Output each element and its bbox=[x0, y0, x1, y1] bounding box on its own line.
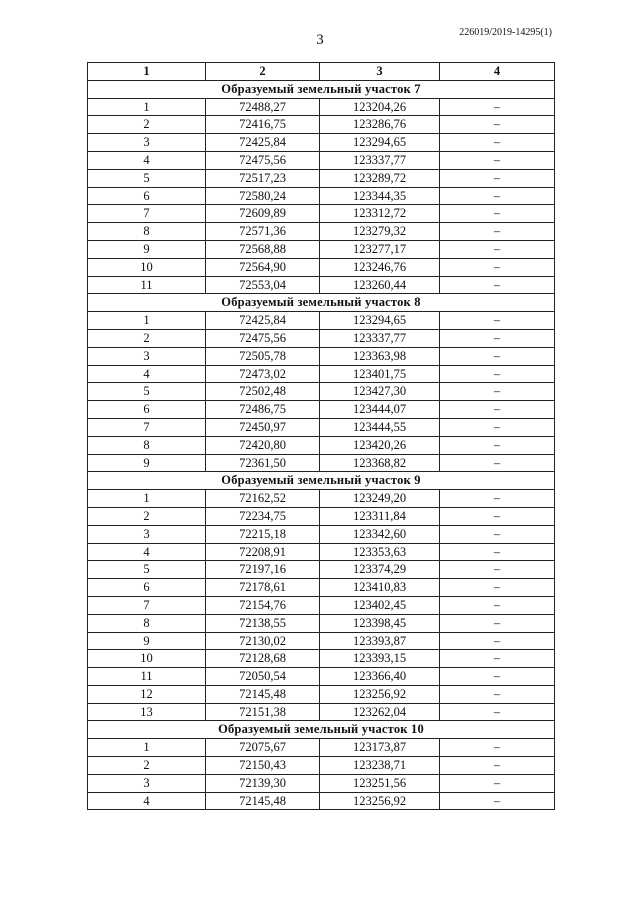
cell-point-number: 12 bbox=[88, 685, 206, 703]
column-header-notes: 4 bbox=[440, 63, 555, 81]
cell-y-coordinate: 123286,76 bbox=[320, 116, 440, 134]
cell-x-coordinate: 72580,24 bbox=[206, 187, 320, 205]
table-row bbox=[88, 792, 555, 810]
table-row bbox=[88, 258, 555, 276]
table-row bbox=[88, 650, 555, 668]
section-header-row bbox=[88, 721, 555, 739]
cell-y-coordinate: 123402,45 bbox=[320, 596, 440, 614]
cell-note: – bbox=[440, 703, 555, 721]
table-row bbox=[88, 347, 555, 365]
cell-point-number: 2 bbox=[88, 757, 206, 775]
cell-note: – bbox=[440, 561, 555, 579]
cell-y-coordinate: 123246,76 bbox=[320, 258, 440, 276]
table-row bbox=[88, 98, 555, 116]
cell-x-coordinate: 72609,89 bbox=[206, 205, 320, 223]
cell-point-number: 9 bbox=[88, 240, 206, 258]
table-row bbox=[88, 223, 555, 241]
table-row bbox=[88, 579, 555, 597]
table-row bbox=[88, 703, 555, 721]
cell-point-number: 1 bbox=[88, 312, 206, 330]
cell-y-coordinate: 123279,32 bbox=[320, 223, 440, 241]
section-title: Образуемый земельный участок 9 bbox=[88, 472, 555, 490]
cell-x-coordinate: 72138,55 bbox=[206, 614, 320, 632]
cell-x-coordinate: 72162,52 bbox=[206, 490, 320, 508]
table-row bbox=[88, 561, 555, 579]
cell-note: – bbox=[440, 774, 555, 792]
cell-x-coordinate: 72197,16 bbox=[206, 561, 320, 579]
cell-point-number: 11 bbox=[88, 276, 206, 294]
cell-y-coordinate: 123393,15 bbox=[320, 650, 440, 668]
table-row bbox=[88, 240, 555, 258]
cell-x-coordinate: 72571,36 bbox=[206, 223, 320, 241]
cell-note: – bbox=[440, 418, 555, 436]
cell-x-coordinate: 72416,75 bbox=[206, 116, 320, 134]
cell-point-number: 2 bbox=[88, 507, 206, 525]
page-number: 3 bbox=[316, 32, 324, 48]
cell-point-number: 3 bbox=[88, 347, 206, 365]
cell-x-coordinate: 72154,76 bbox=[206, 596, 320, 614]
table-row bbox=[88, 365, 555, 383]
cell-y-coordinate: 123342,60 bbox=[320, 525, 440, 543]
cell-note: – bbox=[440, 312, 555, 330]
cell-x-coordinate: 72208,91 bbox=[206, 543, 320, 561]
cell-note: – bbox=[440, 792, 555, 810]
cell-note: – bbox=[440, 650, 555, 668]
cell-x-coordinate: 72361,50 bbox=[206, 454, 320, 472]
cell-point-number: 7 bbox=[88, 596, 206, 614]
cell-point-number: 2 bbox=[88, 329, 206, 347]
cell-point-number: 6 bbox=[88, 579, 206, 597]
cell-y-coordinate: 123238,71 bbox=[320, 757, 440, 775]
table-row bbox=[88, 329, 555, 347]
cell-x-coordinate: 72178,61 bbox=[206, 579, 320, 597]
cell-x-coordinate: 72517,23 bbox=[206, 169, 320, 187]
cell-point-number: 9 bbox=[88, 632, 206, 650]
cell-note: – bbox=[440, 454, 555, 472]
cell-x-coordinate: 72075,67 bbox=[206, 739, 320, 757]
cell-y-coordinate: 123256,92 bbox=[320, 792, 440, 810]
cell-x-coordinate: 72475,56 bbox=[206, 151, 320, 169]
cell-note: – bbox=[440, 134, 555, 152]
table-row bbox=[88, 312, 555, 330]
cell-point-number: 8 bbox=[88, 223, 206, 241]
table-row bbox=[88, 454, 555, 472]
cell-y-coordinate: 123289,72 bbox=[320, 169, 440, 187]
cell-y-coordinate: 123311,84 bbox=[320, 507, 440, 525]
table-row bbox=[88, 685, 555, 703]
cell-point-number: 10 bbox=[88, 258, 206, 276]
cell-point-number: 8 bbox=[88, 614, 206, 632]
table-row bbox=[88, 490, 555, 508]
cell-x-coordinate: 72488,27 bbox=[206, 98, 320, 116]
cell-x-coordinate: 72502,48 bbox=[206, 383, 320, 401]
cell-note: – bbox=[440, 614, 555, 632]
cell-note: – bbox=[440, 240, 555, 258]
cell-y-coordinate: 123444,07 bbox=[320, 401, 440, 419]
cell-x-coordinate: 72145,48 bbox=[206, 792, 320, 810]
cell-note: – bbox=[440, 401, 555, 419]
table-row bbox=[88, 418, 555, 436]
table-row bbox=[88, 596, 555, 614]
cell-x-coordinate: 72139,30 bbox=[206, 774, 320, 792]
table-row bbox=[88, 187, 555, 205]
cell-y-coordinate: 123312,72 bbox=[320, 205, 440, 223]
cell-point-number: 1 bbox=[88, 739, 206, 757]
table-row bbox=[88, 614, 555, 632]
cell-x-coordinate: 72130,02 bbox=[206, 632, 320, 650]
cell-point-number: 11 bbox=[88, 668, 206, 686]
cell-note: – bbox=[440, 525, 555, 543]
cell-y-coordinate: 123251,56 bbox=[320, 774, 440, 792]
cell-x-coordinate: 72425,84 bbox=[206, 312, 320, 330]
cell-point-number: 3 bbox=[88, 525, 206, 543]
table-row bbox=[88, 757, 555, 775]
column-header-y: 3 bbox=[320, 63, 440, 81]
cell-point-number: 4 bbox=[88, 365, 206, 383]
cell-note: – bbox=[440, 276, 555, 294]
coordinates-table bbox=[87, 62, 555, 810]
cell-point-number: 8 bbox=[88, 436, 206, 454]
cell-note: – bbox=[440, 116, 555, 134]
document-reference: 226019/2019-14295(1) bbox=[459, 27, 552, 38]
cell-x-coordinate: 72425,84 bbox=[206, 134, 320, 152]
cell-point-number: 4 bbox=[88, 792, 206, 810]
cell-y-coordinate: 123344,35 bbox=[320, 187, 440, 205]
table-row bbox=[88, 116, 555, 134]
cell-point-number: 6 bbox=[88, 401, 206, 419]
cell-y-coordinate: 123368,82 bbox=[320, 454, 440, 472]
cell-x-coordinate: 72486,75 bbox=[206, 401, 320, 419]
cell-point-number: 5 bbox=[88, 169, 206, 187]
cell-point-number: 4 bbox=[88, 151, 206, 169]
cell-note: – bbox=[440, 579, 555, 597]
cell-point-number: 3 bbox=[88, 774, 206, 792]
cell-point-number: 6 bbox=[88, 187, 206, 205]
cell-x-coordinate: 72151,38 bbox=[206, 703, 320, 721]
cell-y-coordinate: 123337,77 bbox=[320, 151, 440, 169]
cell-x-coordinate: 72505,78 bbox=[206, 347, 320, 365]
cell-point-number: 4 bbox=[88, 543, 206, 561]
cell-y-coordinate: 123277,17 bbox=[320, 240, 440, 258]
cell-note: – bbox=[440, 347, 555, 365]
cell-x-coordinate: 72568,88 bbox=[206, 240, 320, 258]
table-header-row bbox=[88, 63, 555, 81]
table-row bbox=[88, 739, 555, 757]
cell-y-coordinate: 123401,75 bbox=[320, 365, 440, 383]
cell-x-coordinate: 72050,54 bbox=[206, 668, 320, 686]
column-header-point: 1 bbox=[88, 63, 206, 81]
table-row bbox=[88, 151, 555, 169]
section-header-row bbox=[88, 294, 555, 312]
cell-y-coordinate: 123260,44 bbox=[320, 276, 440, 294]
table-row bbox=[88, 632, 555, 650]
cell-y-coordinate: 123294,65 bbox=[320, 312, 440, 330]
cell-x-coordinate: 72420,80 bbox=[206, 436, 320, 454]
cell-x-coordinate: 72475,56 bbox=[206, 329, 320, 347]
section-header-row bbox=[88, 80, 555, 98]
column-header-x: 2 bbox=[206, 63, 320, 81]
cell-y-coordinate: 123444,55 bbox=[320, 418, 440, 436]
cell-point-number: 1 bbox=[88, 490, 206, 508]
cell-point-number: 5 bbox=[88, 561, 206, 579]
cell-point-number: 13 bbox=[88, 703, 206, 721]
cell-x-coordinate: 72450,97 bbox=[206, 418, 320, 436]
cell-point-number: 10 bbox=[88, 650, 206, 668]
cell-y-coordinate: 123173,87 bbox=[320, 739, 440, 757]
cell-note: – bbox=[440, 596, 555, 614]
table-row bbox=[88, 276, 555, 294]
cell-y-coordinate: 123262,04 bbox=[320, 703, 440, 721]
table-row bbox=[88, 205, 555, 223]
cell-y-coordinate: 123366,40 bbox=[320, 668, 440, 686]
cell-note: – bbox=[440, 383, 555, 401]
cell-note: – bbox=[440, 98, 555, 116]
cell-x-coordinate: 72564,90 bbox=[206, 258, 320, 276]
cell-note: – bbox=[440, 169, 555, 187]
cell-note: – bbox=[440, 757, 555, 775]
cell-note: – bbox=[440, 187, 555, 205]
table-row bbox=[88, 383, 555, 401]
cell-y-coordinate: 123420,26 bbox=[320, 436, 440, 454]
section-title: Образуемый земельный участок 8 bbox=[88, 294, 555, 312]
cell-point-number: 2 bbox=[88, 116, 206, 134]
cell-note: – bbox=[440, 258, 555, 276]
cell-note: – bbox=[440, 223, 555, 241]
cell-x-coordinate: 72473,02 bbox=[206, 365, 320, 383]
cell-note: – bbox=[440, 436, 555, 454]
cell-y-coordinate: 123363,98 bbox=[320, 347, 440, 365]
cell-note: – bbox=[440, 205, 555, 223]
cell-note: – bbox=[440, 685, 555, 703]
cell-x-coordinate: 72150,43 bbox=[206, 757, 320, 775]
cell-y-coordinate: 123398,45 bbox=[320, 614, 440, 632]
cell-point-number: 1 bbox=[88, 98, 206, 116]
table-row bbox=[88, 169, 555, 187]
cell-x-coordinate: 72553,04 bbox=[206, 276, 320, 294]
cell-y-coordinate: 123204,26 bbox=[320, 98, 440, 116]
cell-point-number: 7 bbox=[88, 418, 206, 436]
cell-note: – bbox=[440, 151, 555, 169]
cell-y-coordinate: 123249,20 bbox=[320, 490, 440, 508]
cell-note: – bbox=[440, 543, 555, 561]
table-row bbox=[88, 134, 555, 152]
table-row bbox=[88, 774, 555, 792]
cell-note: – bbox=[440, 507, 555, 525]
cell-point-number: 9 bbox=[88, 454, 206, 472]
cell-point-number: 5 bbox=[88, 383, 206, 401]
cell-note: – bbox=[440, 632, 555, 650]
cell-note: – bbox=[440, 365, 555, 383]
cell-note: – bbox=[440, 329, 555, 347]
cell-x-coordinate: 72128,68 bbox=[206, 650, 320, 668]
section-title: Образуемый земельный участок 10 bbox=[88, 721, 555, 739]
cell-y-coordinate: 123337,77 bbox=[320, 329, 440, 347]
cell-x-coordinate: 72234,75 bbox=[206, 507, 320, 525]
cell-point-number: 3 bbox=[88, 134, 206, 152]
table-row bbox=[88, 668, 555, 686]
table-row bbox=[88, 436, 555, 454]
table-row bbox=[88, 525, 555, 543]
section-title: Образуемый земельный участок 7 bbox=[88, 80, 555, 98]
cell-note: – bbox=[440, 490, 555, 508]
cell-y-coordinate: 123410,83 bbox=[320, 579, 440, 597]
table-row bbox=[88, 401, 555, 419]
cell-note: – bbox=[440, 668, 555, 686]
cell-x-coordinate: 72215,18 bbox=[206, 525, 320, 543]
cell-y-coordinate: 123427,30 bbox=[320, 383, 440, 401]
section-header-row bbox=[88, 472, 555, 490]
cell-note: – bbox=[440, 739, 555, 757]
table-body bbox=[88, 80, 555, 810]
cell-y-coordinate: 123393,87 bbox=[320, 632, 440, 650]
table-row bbox=[88, 507, 555, 525]
cell-y-coordinate: 123294,65 bbox=[320, 134, 440, 152]
cell-y-coordinate: 123353,63 bbox=[320, 543, 440, 561]
cell-x-coordinate: 72145,48 bbox=[206, 685, 320, 703]
cell-y-coordinate: 123256,92 bbox=[320, 685, 440, 703]
table-row bbox=[88, 543, 555, 561]
cell-point-number: 7 bbox=[88, 205, 206, 223]
cell-y-coordinate: 123374,29 bbox=[320, 561, 440, 579]
